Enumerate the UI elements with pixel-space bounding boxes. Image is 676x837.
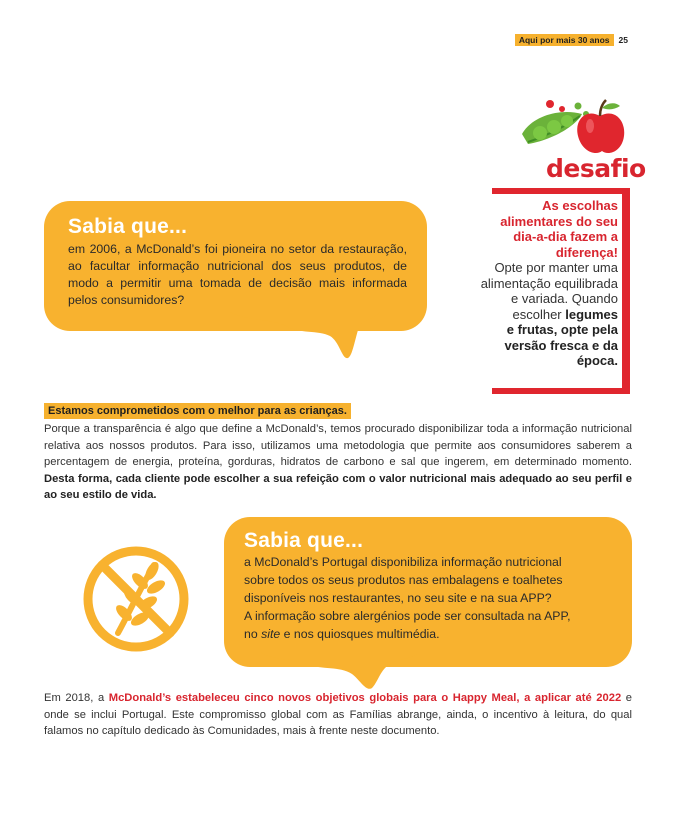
paragraph-prefix: Em 2018, a <box>44 692 109 704</box>
desafio-title: desafio <box>546 154 646 183</box>
desafio-bold-line: época. <box>576 353 618 368</box>
bubble-1-title: Sabia que... <box>68 215 188 238</box>
desafio-side-rule <box>622 194 630 394</box>
desafio-bottom-rule <box>492 388 630 394</box>
bubble-2-last-prefix: no <box>244 627 262 641</box>
desafio-body-bold: legumes <box>565 306 618 322</box>
desafio-heading-line: alimentares do seu <box>500 213 618 229</box>
desafio-heading-line: diferença! <box>555 244 618 260</box>
bubble-1-drip <box>230 312 380 360</box>
bubble-2-line: sobre todos os seus produtos nas embalagens e toalhetes <box>244 573 563 587</box>
paragraph-text: Porque a transparência é algo que define a McDonald’s, temos procurado disponibilizar toda a informação nutricional relativa aos nossos produtos. Para isso, utilizamos uma metodologia que permite aos consumidores saberem a percentagem de energia, proteína, gorduras, hidratos de carbono e sal que ingerem, em determinado momento. <box>44 423 632 468</box>
bubble-2-last-italic: site <box>261 627 281 641</box>
paragraph-bold-text: Desta forma, cada cliente pode escolher a sua refeição com o valor nutricional mais adequado ao seu perfil e ao seu estilo de vida. <box>44 472 632 501</box>
desafio-body-line: alimentação equilibrada <box>480 275 618 291</box>
desafio-body-line: Opte por manter uma <box>494 260 618 275</box>
no-gluten-icon <box>78 541 194 657</box>
nutrition-paragraph <box>44 421 632 504</box>
desafio-body-line: e variada. Quando <box>511 291 618 306</box>
sabia-que-bubble-2 <box>224 517 632 667</box>
bubble-2-line: a McDonald’s Portugal disponibiliza informação nutricional <box>244 555 562 569</box>
header-label: Aqui por mais 30 anos <box>515 34 614 46</box>
desafio-bold-line: e frutas, opte pela <box>506 322 618 337</box>
page-header <box>515 34 628 46</box>
bubble-2-drip <box>260 652 420 692</box>
paragraph-suffix: e onde se inclui Portugal. Este compromisso global com as Famílias abrange, ainda, o incentivo à leitura, do qual falamos no capítulo dedicado às Comunidades, mais à frente neste documento. <box>44 692 632 737</box>
peas-apple-icon <box>516 96 628 158</box>
bubble-2-line: A informação sobre alergénios pode ser consultada na APP, <box>244 609 571 623</box>
bubble-2-line: disponíveis nos restaurantes, no seu site e na sua APP? <box>244 591 552 605</box>
section-label: Estamos comprometidos com o melhor para as crianças. <box>44 403 351 419</box>
bubble-1-text: em 2006, a McDonald’s foi pioneira no setor da restauração, ao facultar informação nutricional dos seus produtos, de modo a permitir uma tomada de decisão mais informada pelos consumidores? <box>68 242 407 307</box>
bubble-2-line <box>244 626 614 643</box>
desafio-body-line <box>418 307 618 323</box>
bubble-2-last-suffix: e nos quiosques multimédia. <box>280 627 440 641</box>
happy-meal-paragraph <box>44 690 632 740</box>
desafio-text <box>418 198 618 369</box>
desafio-body-prefix: escolher <box>512 306 566 322</box>
paragraph-red-text: McDonald’s estabeleceu cinco novos objetivos globais para o Happy Meal, a aplicar até 2022 <box>108 692 622 704</box>
desafio-heading-line: dia-a-dia fazem a <box>513 229 618 244</box>
desafio-heading-line: As escolhas <box>542 198 618 213</box>
desafio-top-rule <box>492 188 630 194</box>
desafio-bold-line: versão fresca e da <box>504 337 618 353</box>
bubble-2-title: Sabia que... <box>244 529 364 552</box>
page-number: 25 <box>618 35 628 45</box>
